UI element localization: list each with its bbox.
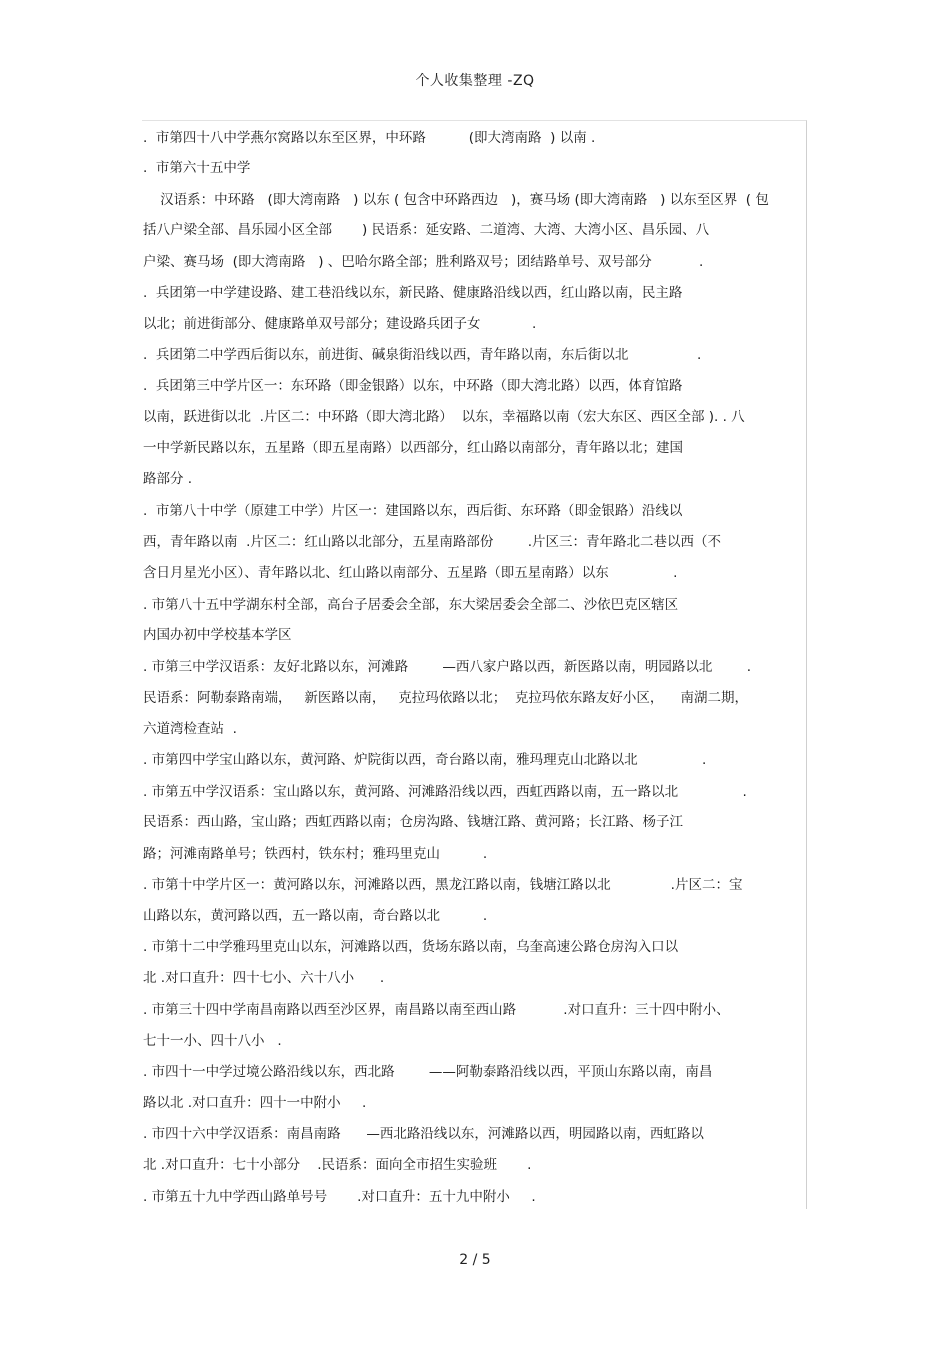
text-line: 北 .对口直升：四十七小、六十八小 . [143,970,385,986]
text-line: . 市第四十八中学燕尔窝路以东至区界，中环路 (即大湾南路 ) 以南 . [143,130,596,146]
text-line: 户梁、赛马场 (即大湾南路 ) 、巴哈尔路全部；胜利路双号；团结路单号、双号部分 . [143,254,704,270]
text-line: 一中学新民路以东，五星路（即五星南路）以西部分，红山路以南部分，青年路以北；建国 [143,440,683,456]
text-line: 北 .对口直升：七十小部分 .民语系：面向全市招生实验班 . [143,1157,532,1173]
text-line: . 兵团第二中学西后街以东，前进街、碱泉街沿线以西，青年路以南，东后街以北 . [143,347,702,363]
text-line: 民语系：阿勒泰路南端， 新医路以南， 克拉玛依路以北； 克拉玛依东路友好小区， 南湖二期， [143,690,748,706]
text-line: 以南，跃进街以北 .片区二：中环路（即大湾北路） 以东，幸福路以南（宏大东区、西区全部 ). . 八 [143,409,745,425]
text-line: . 市第八十五中学湖东村全部，高台子居委会全部，东大梁居委会全部二、沙依巴克区辖区 [143,597,679,613]
text-line: . 兵团第一中学建设路、建工巷沿线以东，新民路、健康路沿线以西，红山路以南，民主路 [143,285,683,301]
text-line: 路以北 .对口直升：四十一中附小 . [143,1095,367,1111]
text-line: 七十一小、四十八小 . [143,1033,282,1049]
text-line: . 市四十一中学过境公路沿线以东，西北路 ——阿勒泰路沿线以西，平顶山东路以南，南昌 [143,1064,713,1080]
text-line: 含日月星光小区）、青年路以北、红山路以南部分、五星路（即五星南路）以东 . [143,565,678,581]
text-line: . 兵团第三中学片区一：东环路（即金银路）以东，中环路（即大湾北路）以西，体育馆路 [143,378,683,394]
text-line: . 市第三十四中学南昌南路以西至沙区界，南昌路以南至西山路 .对口直升：三十四中附小、 [143,1002,730,1018]
text-line: . 市第六十五中学 [143,160,251,176]
text-line: 山路以东，黄河路以西，五一路以南，奇台路以北 . [143,908,488,924]
text-line: 西，青年路以南 .片区二：红山路以北部分，五星南路部份 .片区三：青年路北二巷以西（不 [143,534,721,550]
text-line: . 市第十二中学雅玛里克山以东，河滩路以西，货场东路以南，乌奎高速公路仓房沟入口以 [143,939,679,955]
text-line: . 市第四中学宝山路以东，黄河路、炉院街以西，奇台路以南，雅玛理克山北路以北 . [143,752,707,768]
text-line: . 市第十中学片区一：黄河路以东，河滩路以西，黑龙江路以南，钱塘江路以北 .片区二：宝 [143,877,743,893]
text-line: 路；河滩南路单号；铁西村，铁东村；雅玛里克山 . [143,846,488,862]
page-number: 2 / 5 [459,1252,491,1268]
text-line: 内国办初中学校基本学区 [143,627,292,643]
text-line: 六道湾检查站 . [143,721,237,737]
page-header: 个人收集整理 -ZQ [415,73,535,89]
text-line: 汉语系：中环路 (即大湾南路 ) 以东 ( 包含中环路西边 )，赛马场 (即大湾南路 ) 以东至区界 ( 包 [143,192,769,208]
text-line: 路部分 . [143,471,193,487]
text-line: . 市第五中学汉语系：宝山路以东，黄河路、河滩路沿线以西，西虹西路以南，五一路以北 . [143,784,747,800]
text-line: 括八户梁全部、昌乐园小区全部 ) 民语系：延安路、二道湾、大湾、大湾小区、昌乐园、八 [143,222,710,238]
text-line: . 市第五十九中学西山路单号号 .对口直升：五十九中附小 . [143,1189,536,1205]
text-line: 民语系：西山路，宝山路；西虹西路以南；仓房沟路、钱塘江路、黄河路；长江路、杨子江 [143,814,683,830]
text-line: 以北；前进街部分、健康路单双号部分；建设路兵团子女 . [143,316,537,332]
text-line: . 市四十六中学汉语系：南昌南路 —西北路沿线以东，河滩路以西，明园路以南，西虹路以 [143,1126,704,1142]
text-line: . 市第三中学汉语系：友好北路以东，河滩路 —西八家户路以西，新医路以南，明园路以北 . [143,659,752,675]
text-line: . 市第八十中学（原建工中学）片区一：建国路以东，西后街、东环路（即金银路）沿线以 [143,503,683,519]
